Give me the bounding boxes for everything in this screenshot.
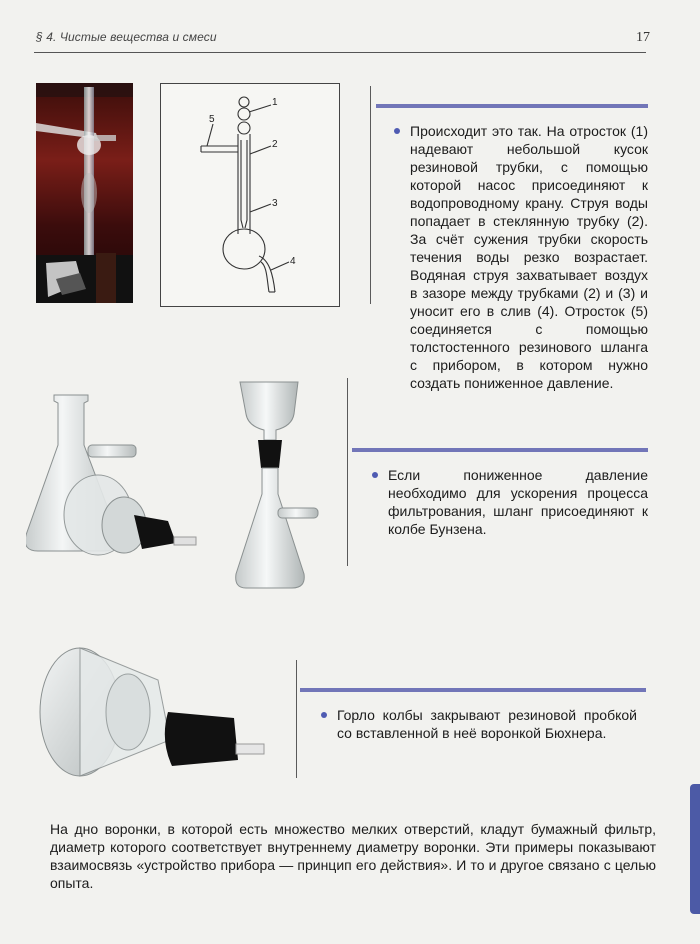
- block2-accent-bar: [352, 448, 648, 452]
- paragraph-text: Горло колбы закрывают резиновой пробкой со вставленной в неё воронкой Бюхнера.: [337, 707, 637, 741]
- diagram-label-4: 4: [290, 256, 296, 267]
- diagram-label-2: 2: [272, 139, 278, 150]
- page-number: 17: [636, 30, 650, 45]
- diagram-label-1: 1: [272, 97, 278, 108]
- bullet-icon: [372, 472, 378, 478]
- paragraph-pump-description: [410, 122, 648, 392]
- block1-divider: [370, 86, 371, 304]
- header-rule: [34, 52, 646, 53]
- buchner-funnel-stopper-image: [38, 640, 268, 780]
- paragraph-text: Если пониженное давление необходимо для ускорения процесса фильтрования, шланг присоединяют к колбе Бунзена.: [388, 467, 648, 537]
- bunsen-flask-with-funnel-image: [26, 385, 206, 565]
- page-edge-tab: [690, 784, 700, 914]
- block3-divider: [296, 660, 297, 778]
- assembled-filter-flask-image: [232, 378, 322, 590]
- bullet-icon: [321, 712, 327, 718]
- running-header: § 4. Чистые вещества и смеси: [36, 30, 217, 44]
- pump-schematic: [160, 83, 340, 307]
- paragraph-stopper: [337, 706, 637, 742]
- block1-accent-bar: [376, 104, 648, 108]
- block3-accent-bar: [300, 688, 646, 692]
- paragraph-text: Происходит это так. На отросток (1) надевают небольшой кусок резиновой трубки, с помощью которой насос присоединяют к водопроводному крану. Струя воды попадает в стеклянную трубку (2). За счёт сужения трубки скорость течения воды резко возрастает. Водяная струя захватывает воздух в зазоре между трубками (2) и (3) и уносит его в слив (4). Отросток (5) соединяется с помощью толстостенного резинового шланга с прибором, в котором нужно создать пониженное давление.: [410, 123, 648, 391]
- water-pump-photo: [36, 83, 133, 303]
- paragraph-bunsen-flask: [388, 466, 648, 538]
- block2-divider: [347, 378, 348, 566]
- bullet-icon: [394, 128, 400, 134]
- diagram-label-3: 3: [272, 198, 278, 209]
- paragraph-conclusion: На дно воронки, в которой есть множество мелких отверстий, кладут бумажный фильтр, диаметр которого соответствует внутреннему диаметру воронки. Эти примеры показывают взаимосвязь «устройство прибора — принцип его действия». И то и другое связано с целью опыта.: [50, 821, 656, 891]
- diagram-label-5: 5: [209, 114, 215, 125]
